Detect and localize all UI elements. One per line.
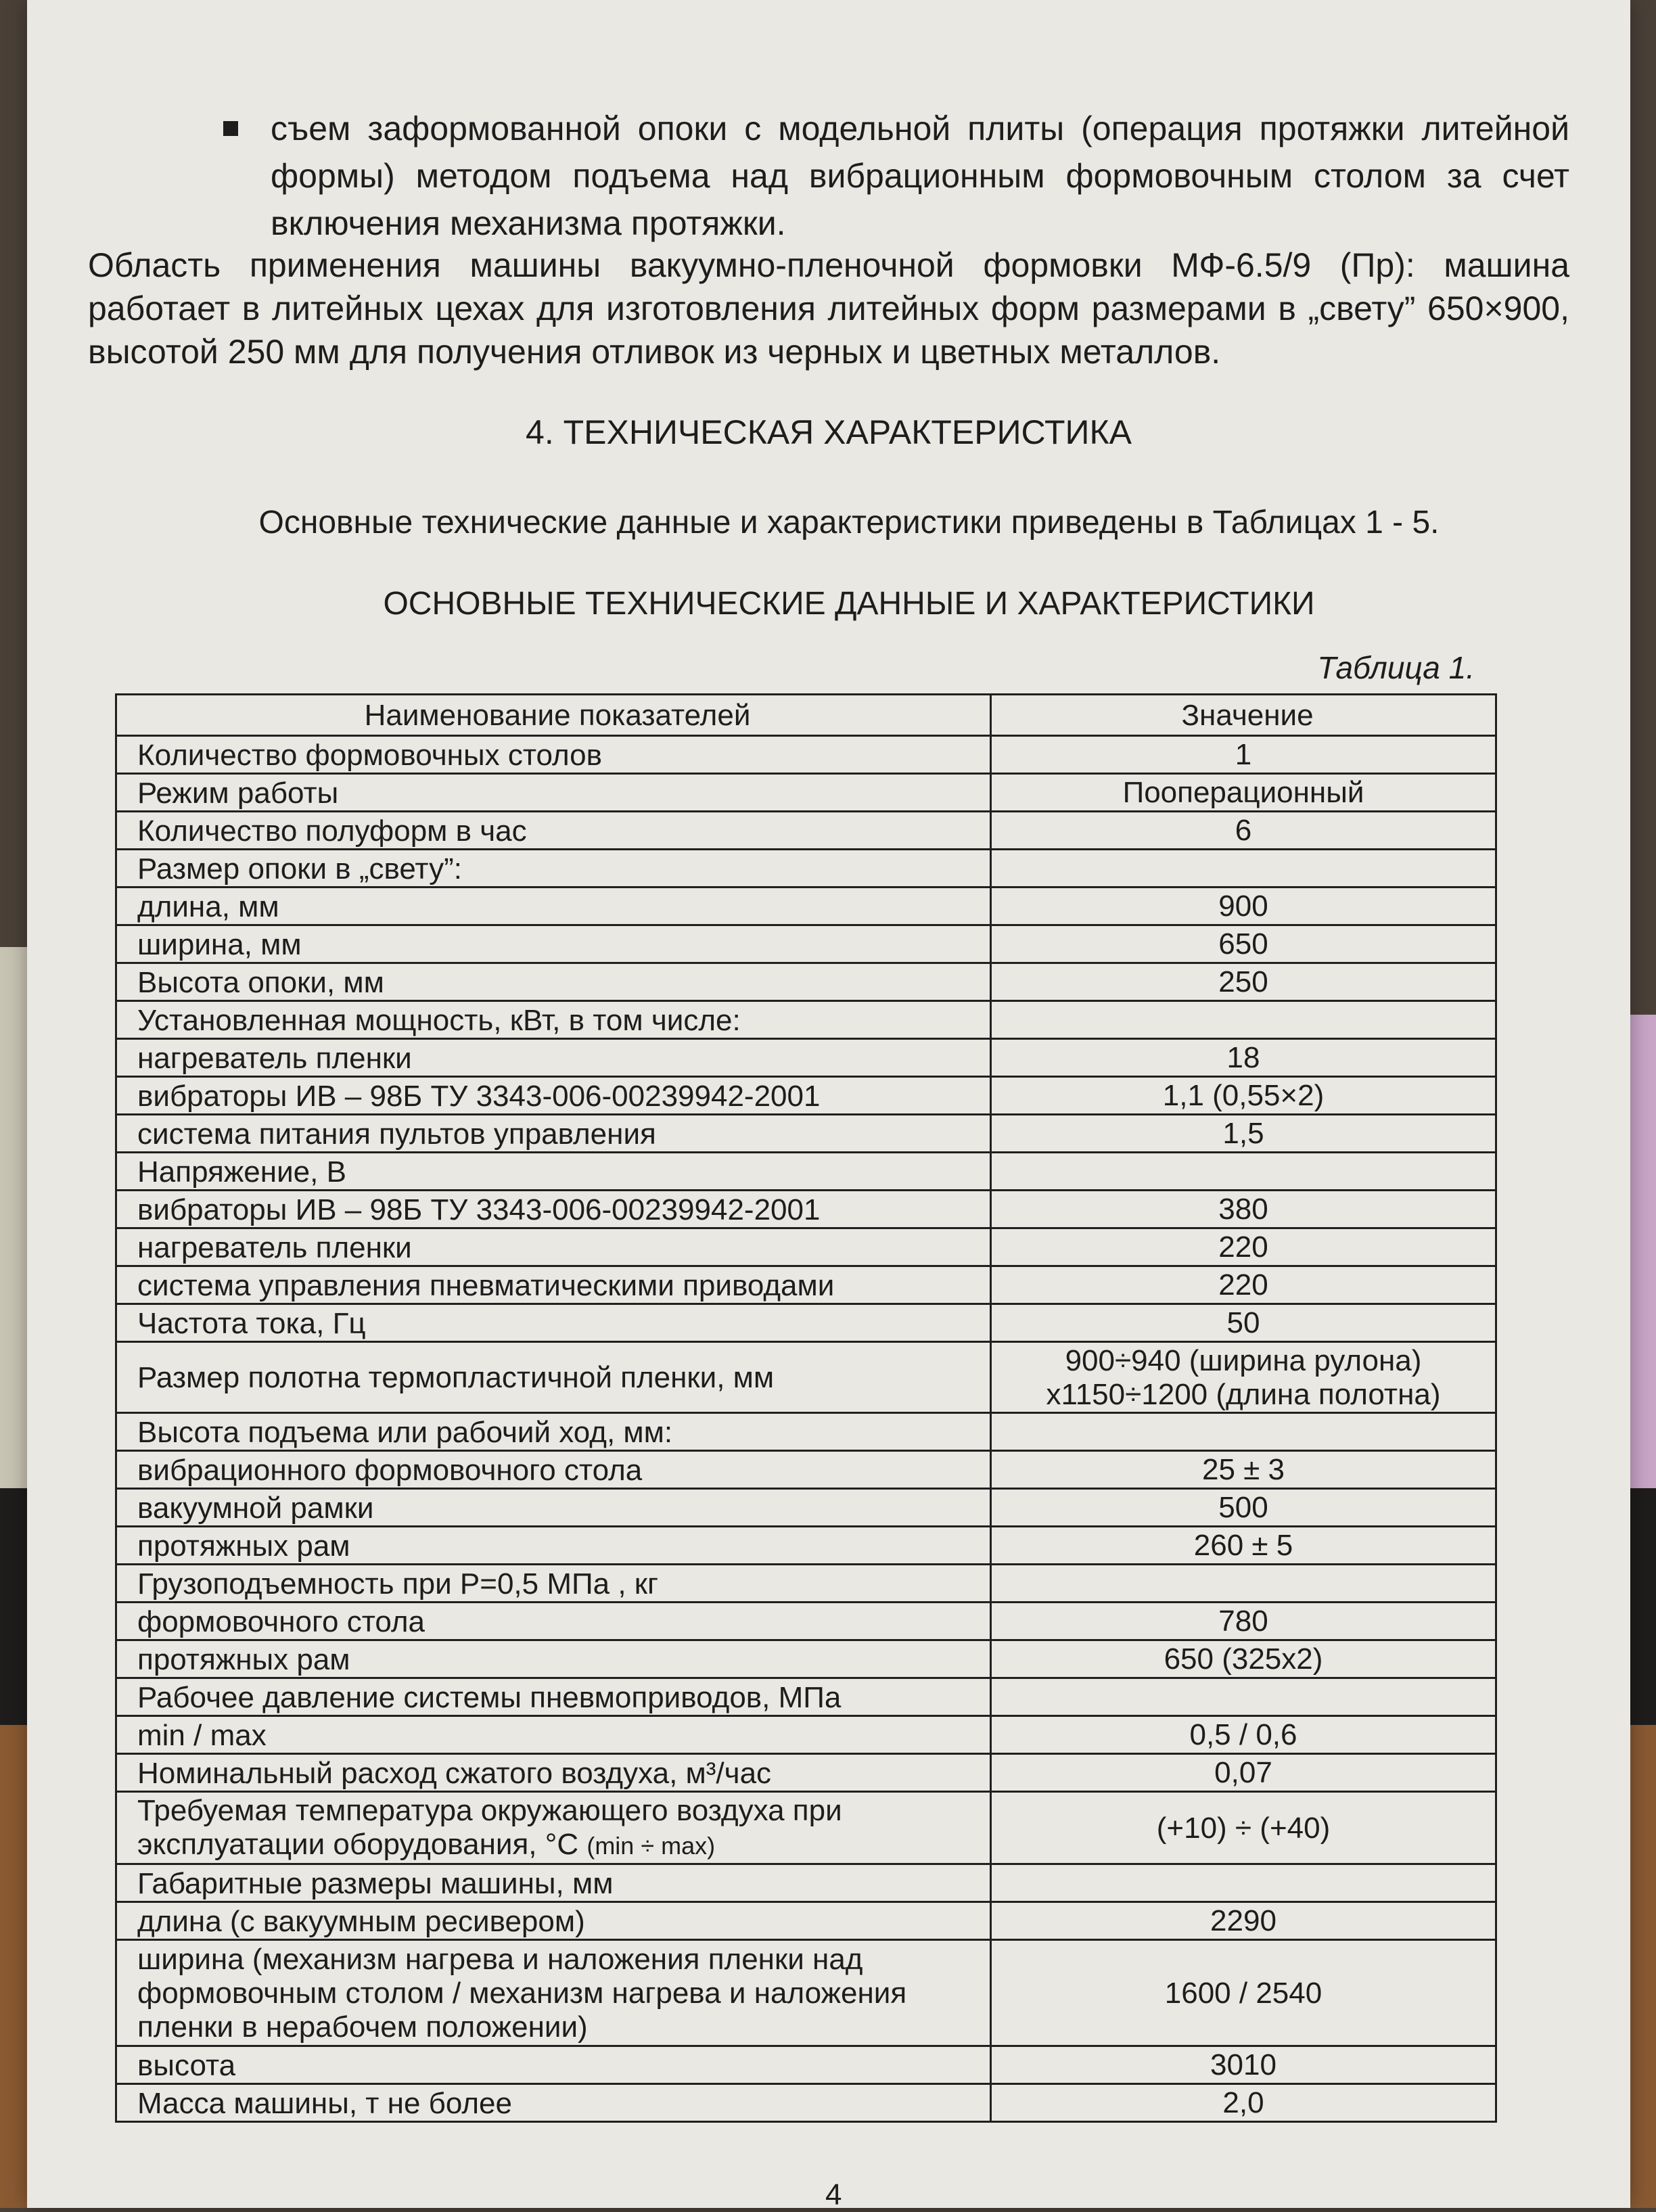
row-value (991, 1678, 1496, 1716)
row-name: вакуумной рамки (116, 1489, 991, 1527)
table-header-row (116, 695, 1496, 736)
row-name: система питания пультов управления (116, 1115, 991, 1153)
table-row (116, 1565, 1496, 1603)
row-value: 500 (991, 1489, 1496, 1527)
row-value: (+10) ÷ (+40) (991, 1792, 1496, 1864)
table-row (116, 1304, 1496, 1342)
row-name: Количество формовочных столов (116, 736, 991, 774)
row-value: 220 (991, 1266, 1496, 1304)
row-name: вибраторы ИВ – 98Б ТУ 3343-006-00239942-2001 (116, 1191, 991, 1228)
row-name (116, 1792, 991, 1864)
row-name: Номинальный расход сжатого воздуха, м³/час (116, 1754, 991, 1792)
row-value: 6 (991, 812, 1496, 850)
film-length-value: x1150÷1200 (длина полотна) (1046, 1378, 1441, 1411)
section-title: 4. ТЕХНИЧЕСКАЯ ХАРАКТЕРИСТИКА (526, 413, 1132, 451)
table-title: ОСНОВНЫЕ ТЕХНИЧЕСКИЕ ДАННЫЕ И ХАРАКТЕРИСТИКИ (383, 586, 1315, 622)
table-row (116, 812, 1496, 850)
row-value: Пооперационный (991, 774, 1496, 812)
row-name: Высота опоки, мм (116, 963, 991, 1001)
header-value: Значение (991, 695, 1496, 736)
table-row (116, 1153, 1496, 1191)
table-row (116, 1115, 1496, 1153)
row-name: система управления пневматическими приводами (116, 1266, 991, 1304)
specs-table (115, 693, 1497, 2123)
table-label: Таблица 1. (1317, 650, 1475, 685)
row-name: высота (116, 2046, 991, 2084)
table-row (116, 1191, 1496, 1228)
header-name: Наименование показателей (116, 695, 991, 736)
row-value (991, 1153, 1496, 1191)
table-row (116, 2084, 1496, 2122)
row-name: min / max (116, 1716, 991, 1754)
row-value (991, 1565, 1496, 1603)
row-name: Напряжение, В (116, 1153, 991, 1191)
row-name: ширина (механизм нагрева и наложения пленки над формовочным столом / механизм нагрева и наложения пленки в нерабочем положении) (116, 1940, 991, 2046)
row-name: Количество полуформ в час (116, 812, 991, 850)
row-name: Установленная мощность, кВт, в том числе: (116, 1001, 991, 1039)
row-value (991, 850, 1496, 888)
row-value: 2,0 (991, 2084, 1496, 2122)
row-value: 650 (325x2) (991, 1640, 1496, 1678)
row-value: 50 (991, 1304, 1496, 1342)
row-value (991, 1342, 1496, 1413)
row-name: Режим работы (116, 774, 991, 812)
table-row (116, 1864, 1496, 1902)
row-name: Габаритные размеры машины, мм (116, 1864, 991, 1902)
row-name: Грузоподъемность при Р=0,5 МПа , кг (116, 1565, 991, 1603)
row-value (991, 1413, 1496, 1451)
row-name: Высота подъема или рабочий ход, мм: (116, 1413, 991, 1451)
table-row (116, 1266, 1496, 1304)
row-value: 250 (991, 963, 1496, 1001)
table-row (116, 925, 1496, 963)
bullet-item (223, 105, 1569, 247)
table-row (116, 1603, 1496, 1640)
row-value: 780 (991, 1603, 1496, 1640)
row-value: 220 (991, 1228, 1496, 1266)
row-value: 2290 (991, 1902, 1496, 1940)
row-name: вибраторы ИВ – 98Б ТУ 3343-006-00239942-2001 (116, 1077, 991, 1115)
table-row (116, 1039, 1496, 1077)
table-row (116, 1077, 1496, 1115)
row-name: протяжных рам (116, 1640, 991, 1678)
table-row (116, 1792, 1496, 1864)
row-value: 1600 / 2540 (991, 1940, 1496, 2046)
bullet-text: съем заформованной опоки с модельной плиты (операция протяжки литейной формы) методом подъема над вибрационным формовочным столом за счет включения механизма протяжки. (271, 110, 1569, 242)
row-value: 380 (991, 1191, 1496, 1228)
row-value (991, 1864, 1496, 1902)
row-value: 1,1 (0,55×2) (991, 1077, 1496, 1115)
table-row (116, 1940, 1496, 2046)
temperature-label: Требуемая температура окружающего воздуха при эксплуатации оборудования, °С (137, 1794, 842, 1861)
row-value: 25 ± 3 (991, 1451, 1496, 1489)
table-row (116, 1902, 1496, 1940)
table-row (116, 1001, 1496, 1039)
row-name: нагреватель пленки (116, 1228, 991, 1266)
row-value: 3010 (991, 2046, 1496, 2084)
row-name: Размер опоки в „свету”: (116, 850, 991, 888)
row-name: длина, мм (116, 888, 991, 925)
table-row (116, 774, 1496, 812)
table-row (116, 1716, 1496, 1754)
table-row (116, 1754, 1496, 1792)
row-name: Частота тока, Гц (116, 1304, 991, 1342)
row-name: Рабочее давление системы пневмоприводов, МПа (116, 1678, 991, 1716)
table-row (116, 1527, 1496, 1565)
row-value: 0,5 / 0,6 (991, 1716, 1496, 1754)
table-row (116, 888, 1496, 925)
row-value: 650 (991, 925, 1496, 963)
row-name: протяжных рам (116, 1527, 991, 1565)
row-value: 18 (991, 1039, 1496, 1077)
row-value: 900 (991, 888, 1496, 925)
row-name: Размер полотна термопластичной пленки, мм (116, 1342, 991, 1413)
table-row (116, 1678, 1496, 1716)
row-value (991, 1001, 1496, 1039)
document-page (27, 0, 1630, 2211)
bullet-square-icon (223, 121, 238, 136)
table-row (116, 1489, 1496, 1527)
table-row (116, 736, 1496, 774)
temperature-range-label: (min ÷ max) (586, 1832, 716, 1860)
table-row (116, 850, 1496, 888)
table-row (116, 1342, 1496, 1413)
table-row (116, 2046, 1496, 2084)
table-row (116, 1451, 1496, 1489)
table-row (116, 963, 1496, 1001)
table-row (116, 1413, 1496, 1451)
row-name: ширина, мм (116, 925, 991, 963)
row-name: нагреватель пленки (116, 1039, 991, 1077)
film-width-value: 900÷940 (ширина рулона) (1065, 1344, 1422, 1377)
intro-text: Основные технические данные и характеристики приведены в Таблицах 1 - 5. (258, 505, 1440, 540)
row-name: Масса машины, т не более (116, 2084, 991, 2122)
page-number: 4 (825, 2178, 842, 2211)
row-value: 1,5 (991, 1115, 1496, 1153)
row-value: 0,07 (991, 1754, 1496, 1792)
table-row (116, 1228, 1496, 1266)
row-name: вибрационного формовочного стола (116, 1451, 991, 1489)
row-name: формовочного стола (116, 1603, 991, 1640)
row-name: длина (с вакуумным ресивером) (116, 1902, 991, 1940)
row-value: 260 ± 5 (991, 1527, 1496, 1565)
table-row (116, 1640, 1496, 1678)
row-value: 1 (991, 736, 1496, 774)
application-paragraph: Область применения машины вакуумно-пленочной формовки МФ-6.5/9 (Пр): машина работает в литейных цехах для изготовления литейных форм размерами в „свету” 650×900, высотой 250 мм для получения отливок из черных и цветных металлов. (88, 246, 1569, 371)
